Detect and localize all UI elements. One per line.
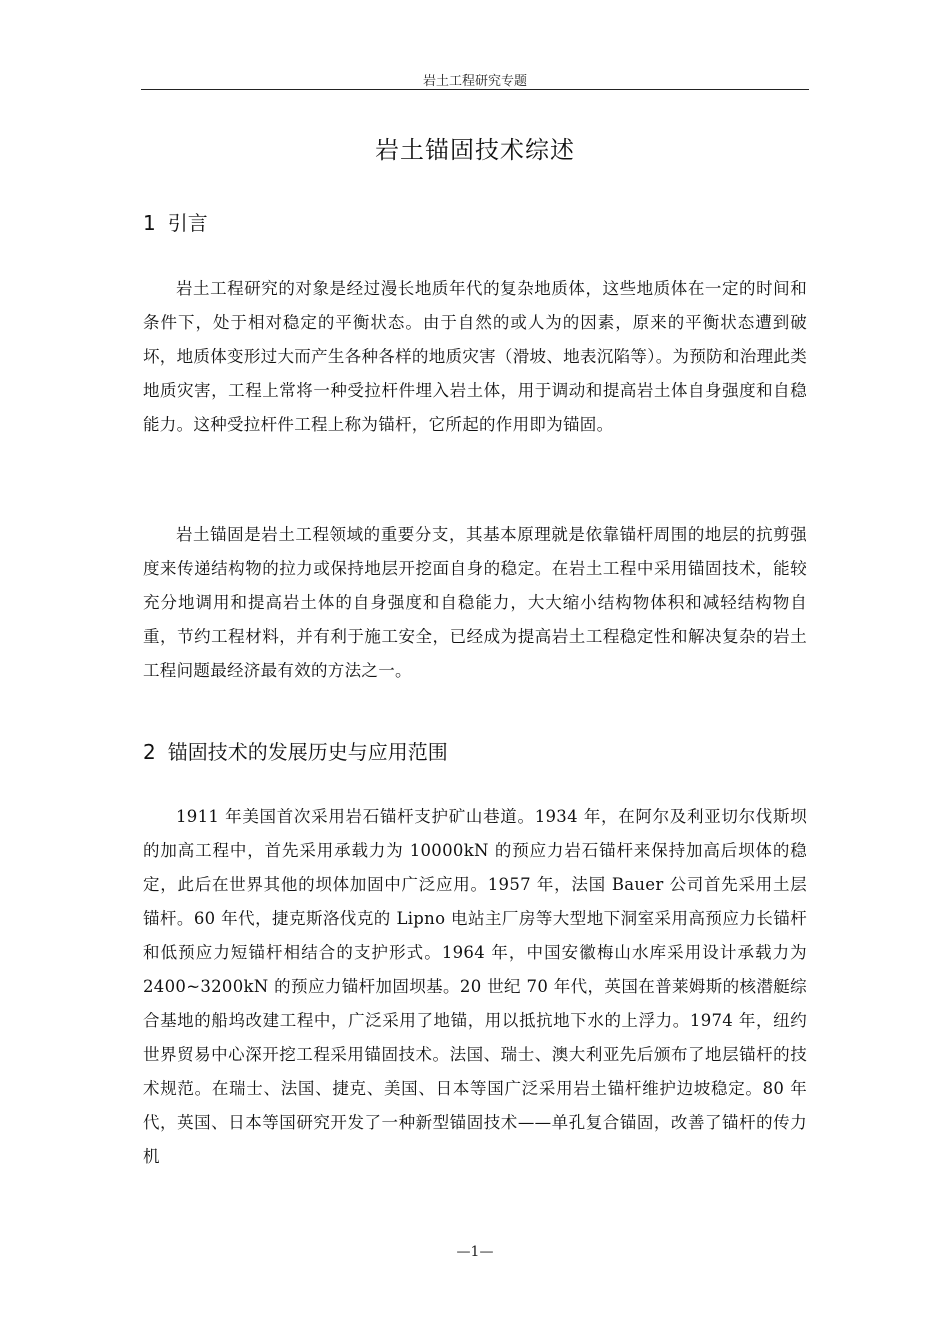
header-rule <box>141 89 809 90</box>
running-header: 岩土工程研究专题 <box>422 74 527 89</box>
section-title: 引言 <box>167 211 208 235</box>
section-number: 1 <box>143 211 156 235</box>
paragraph-2: 岩土锚固是岩土工程领域的重要分支，其基本原理就是依靠锚杆周围的地层的抗剪强度来传递结构物的拉力或保持地层开挖面自身的稳定。在岩土工程中采用锚固技术，能较充分地调用和提高岩土体的自身强度和自稳能力，大大缩小结构物体积和减轻结构物自重，节约工程材料，并有利于施工安全，已经成为提高岩土工程稳定性和解决复杂的岩土工程问题最经济最有效的方法之一。 <box>143 525 807 680</box>
page-number: —1— <box>456 1244 494 1260</box>
paragraph-3: 1911 年美国首次采用岩石锚杆支护矿山巷道。1934 年，在阿尔及利亚切尔伐斯坝的加高工程中，首先采用承载力为 10000kN 的预应力岩石锚杆来保持加高后坝体的稳定，此后在世界其他的坝体加固中广泛应用。1957 年，法国 Bauer 公司首先采用土层锚杆。60 年代，捷克斯洛伐克的 Lipno 电站主厂房等大型地下洞室采用高预应力长锚杆和低预应力短锚杆相结合的支护形式。1964 年，中国安徽梅山水库采用设计承载力为 2400~3200kN 的预应力锚杆加固坝基。20 世纪 70 年代，英国在普莱姆斯的核潜艇综合基地的船坞改建工程中，广泛采用了地锚，用以抵抗地下水的上浮力。1974 年，纽约世界贸易中心深开挖工程采用锚固技术。法国、瑞士、澳大利亚先后颁布了地层锚杆的技术规范。在瑞士、法国、捷克、美国、日本等国广泛采用岩土锚杆维护边坡稳定。80 年代，英国、日本等国研究开发了一种新型锚固技术——单孔复合锚固，改善了锚杆的传力机 <box>143 807 807 1166</box>
section-heading-1 <box>143 207 208 236</box>
document-title: 岩土锚固技术综述 <box>375 136 575 164</box>
section-heading-2 <box>143 736 448 765</box>
paragraph-1: 岩土工程研究的对象是经过漫长地质年代的复杂地质体，这些地质体在一定的时间和条件下，处于相对稳定的平衡状态。由于自然的或人为的因素，原来的平衡状态遭到破坏，地质体变形过大而产生各种各样的地质灾害（滑坡、地表沉陷等）。为预防和治理此类地质灾害，工程上常将一种受拉杆件埋入岩土体，用于调动和提高岩土体自身强度和自稳能力。这种受拉杆件工程上称为锚杆，它所起的作用即为锚固。 <box>143 279 807 434</box>
section-number: 2 <box>143 740 156 764</box>
section-title: 锚固技术的发展历史与应用范围 <box>167 740 448 764</box>
